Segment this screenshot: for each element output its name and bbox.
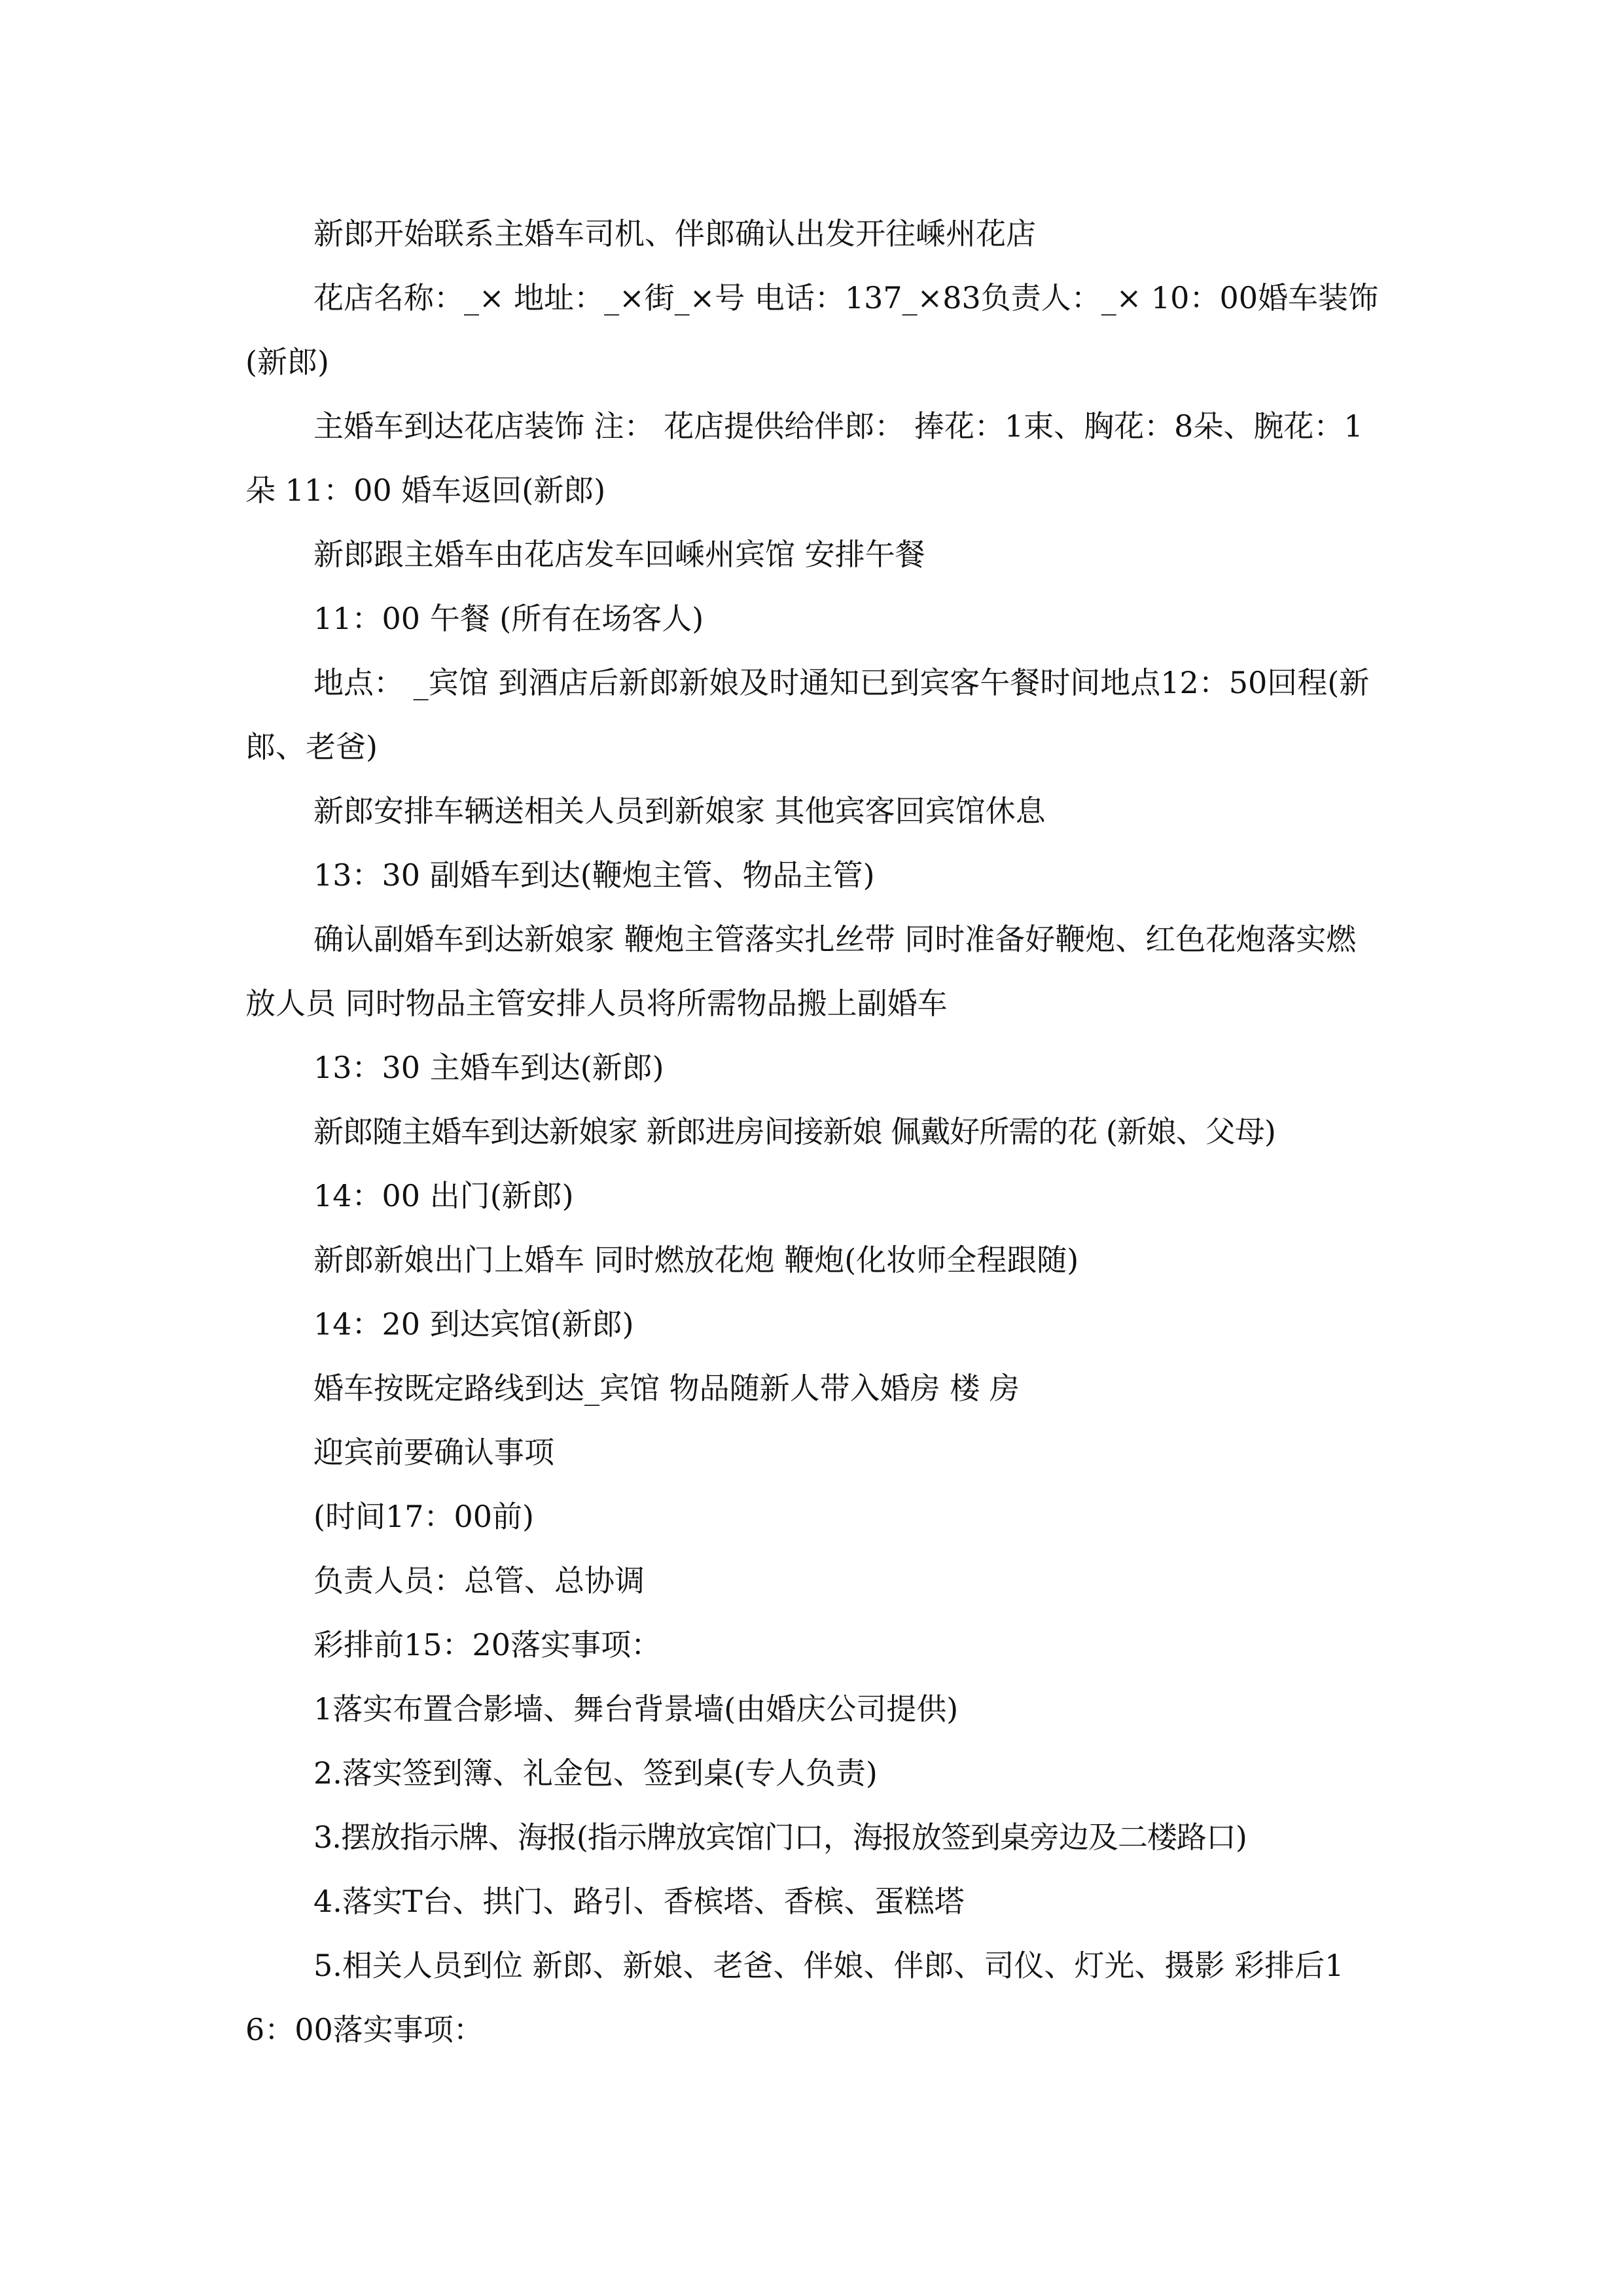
paragraph-5: 11：00 午餐 (所有在场客人) <box>313 601 704 636</box>
paragraph-21: 2.落实签到簿、礼金包、签到桌(专人负责) <box>313 1755 878 1791</box>
paragraph-2: 花店名称：_× 地址：_×街_×号 电话：137_×83负责人：_× 10：00婚车装饰 (新郎) <box>245 280 1378 380</box>
paragraph-8: 13：30 副婚车到达(鞭炮主管、物品主管) <box>313 857 875 893</box>
paragraph-22: 3.摆放指示牌、海报(指示牌放宾馆门口，海报放签到桌旁边及二楼路口) <box>313 1820 1247 1855</box>
paragraph-6: 地点： _宾馆 到酒店后新郎新娘及时通知已到宾客午餐时间地点12：50回程(新郎、老爸) <box>245 665 1370 764</box>
paragraph-3: 主婚车到达花店装饰 注： 花店提供给伴郎： 捧花：1束、胸花：8朵、腕花：1朵 11：00 婚车返回(新郎) <box>245 408 1363 508</box>
paragraph-14: 14：20 到达宾馆(新郎) <box>313 1306 634 1342</box>
paragraph-23: 4.落实T台、拱门、路引、香槟塔、香槟、蛋糕塔 <box>313 1884 965 1919</box>
paragraph-20: 1落实布置合影墙、舞台背景墙(由婚庆公司提供) <box>313 1691 959 1727</box>
paragraph-9: 确认副婚车到达新娘家 鞭炮主管落实扎丝带 同时准备好鞭炮、红色花炮落实燃放人员 同时物品主管安排人员将所需物品搬上副婚车 <box>245 922 1357 1021</box>
paragraph-11: 新郎随主婚车到达新娘家 新郎进房间接新娘 佩戴好所需的花 (新娘、父母) <box>313 1114 1275 1149</box>
paragraph-15: 婚车按既定路线到达_宾馆 物品随新人带入婚房 楼 房 <box>313 1371 1020 1406</box>
paragraph-13: 新郎新娘出门上婚车 同时燃放花炮 鞭炮(化妆师全程跟随) <box>313 1242 1079 1278</box>
paragraph-16: 迎宾前要确认事项 <box>313 1435 554 1470</box>
paragraph-17: (时间17：00前) <box>313 1499 534 1534</box>
paragraph-18: 负责人员：总管、总协调 <box>313 1563 645 1598</box>
document-body <box>245 202 1381 2062</box>
paragraph-19: 彩排前15：20落实事项： <box>313 1627 662 1662</box>
paragraph-24: 5.相关人员到位 新郎、新娘、老爸、伴娘、伴郎、司仪、灯光、摄影 彩排后16：00落实事项： <box>245 1948 1344 2047</box>
paragraph-10: 13：30 主婚车到达(新郎) <box>313 1050 664 1085</box>
paragraph-4: 新郎跟主婚车由花店发车回嵊州宾馆 安排午餐 <box>313 537 925 572</box>
paragraph-1: 新郎开始联系主婚车司机、伴郎确认出发开往嵊州花店 <box>313 216 1036 251</box>
paragraph-7: 新郎安排车辆送相关人员到新娘家 其他宾客回宾馆休息 <box>313 793 1046 829</box>
paragraph-12: 14：00 出门(新郎) <box>313 1178 574 1213</box>
